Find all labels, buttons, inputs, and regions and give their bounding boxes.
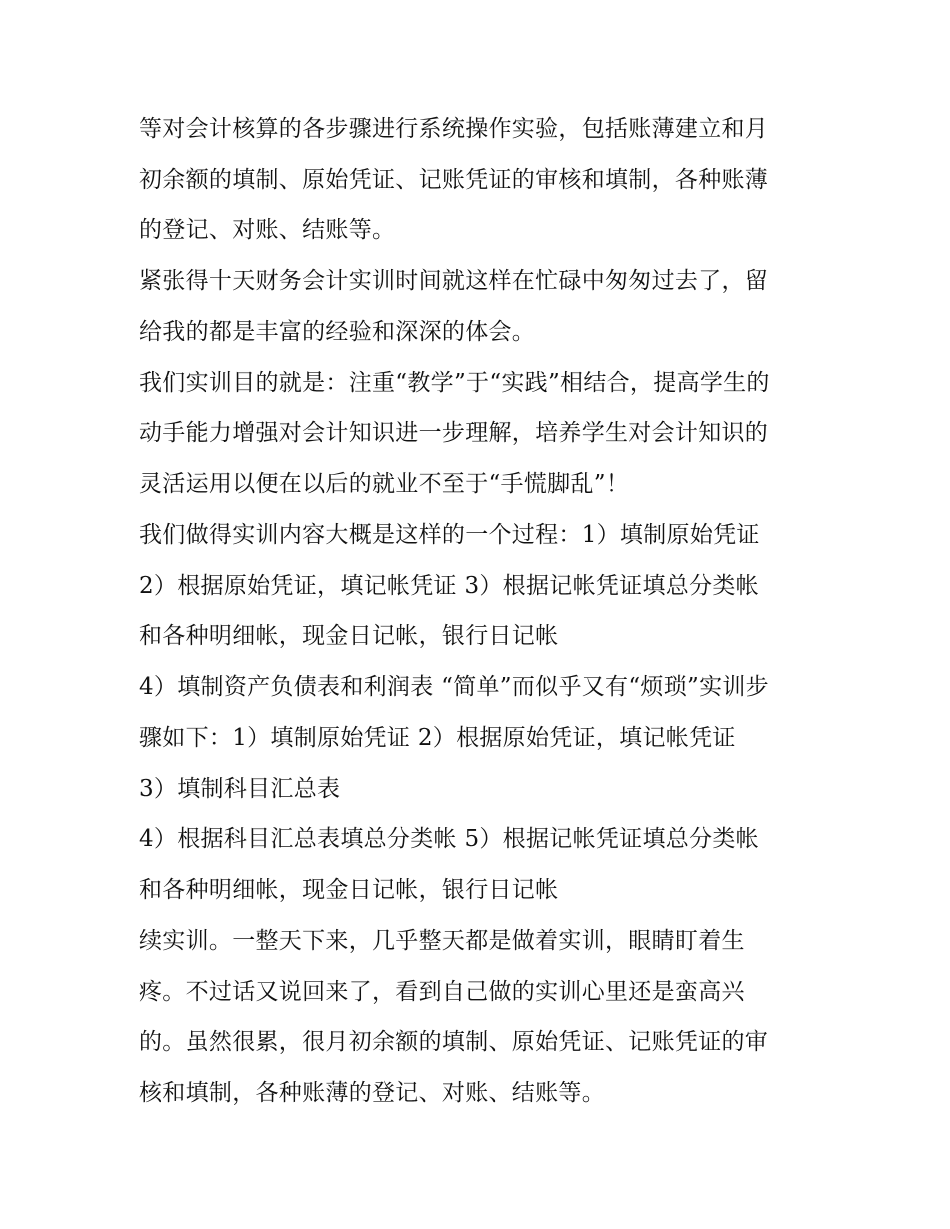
text-line-5: 给我的都是丰富的经验和深深的体会。 [139,319,536,345]
text-line-7: 动手能力增强对会计知识进一步理解，培养学生对会计知识的 [139,420,769,446]
text-line-16: 和各种明细帐，现金日记帐，银行日记帐 [139,877,559,903]
text-line-9: 我们做得实训内容大概是这样的一个过程：1）填制原始凭证 [139,522,760,548]
text-line-10: 2）根据原始凭证，填记帐凭证 3）根据记帐凭证填总分类帐 [139,573,759,599]
text-line-12: 4）填制资产负债表和利润表 “简单”而似乎又有“烦琐”实训步 [139,674,769,700]
text-line-19: 的。虽然很累，很月初余额的填制、原始凭证、记账凭证的审 [139,1029,769,1055]
text-line-18: 疼。不过话又说回来了，看到自己做的实训心里还是蛮高兴 [139,979,745,1005]
text-line-17: 续实训。一整天下来，几乎整天都是做着实训，眼睛盯着生 [139,928,745,954]
text-line-2: 初余额的填制、原始凭证、记账凭证的审核和填制，各种账薄 [139,167,769,193]
text-line-1: 等对会计核算的各步骤进行系统操作实验，包括账薄建立和月 [139,116,769,142]
text-line-20: 核和填制，各种账薄的登记、对账、结账等。 [139,1080,605,1106]
text-line-6: 我们实训目的就是：注重“教学”于“实践”相结合，提高学生的 [139,370,770,396]
text-line-14: 3）填制科目汇总表 [139,776,341,802]
text-line-8: 灵活运用以便在以后的就业不至于“手慌脚乱”！ [139,471,630,497]
text-line-11: 和各种明细帐，现金日记帐，银行日记帐 [139,623,559,649]
text-line-4: 紧张得十天财务会计实训时间就这样在忙碌中匆匆过去了，留 [139,268,769,294]
text-line-3: 的登记、对账、结账等。 [139,217,396,243]
text-line-15: 4）根据科目汇总表填总分类帐 5）根据记帐凭证填总分类帐 [139,826,759,852]
text-line-13: 骤如下：1）填制原始凭证 2）根据原始凭证，填记帐凭证 [139,725,736,751]
